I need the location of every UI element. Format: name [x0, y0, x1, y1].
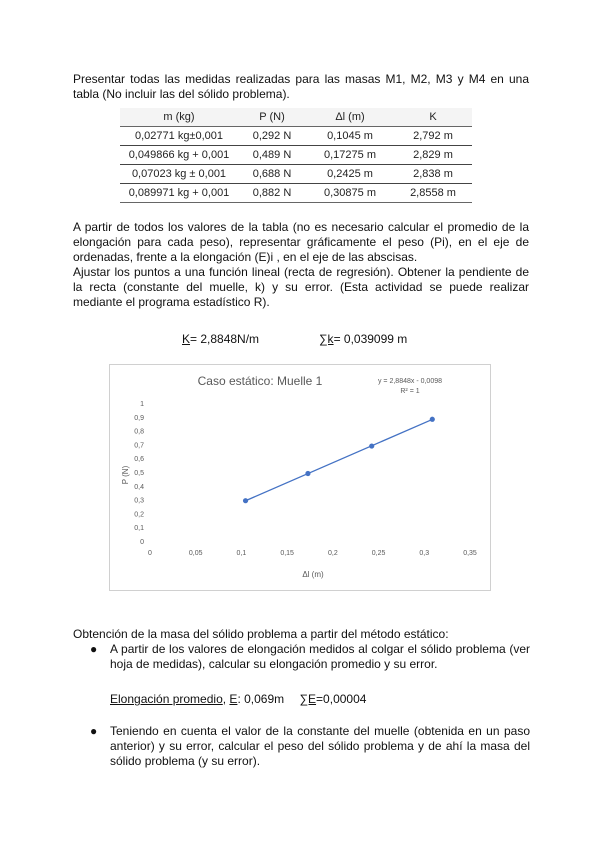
y-axis [134, 401, 144, 546]
cell-weight: 0,688 N [238, 165, 306, 184]
header-elongation: Δl (m) [306, 108, 394, 127]
chart-title: Caso estático: Muelle 1 [197, 374, 323, 388]
y-tick-label: 0,3 [134, 497, 144, 505]
cell-elongation: 0,2425 m [306, 165, 394, 184]
y-tick-label: 0,5 [134, 470, 144, 477]
header-mass: m (kg) [120, 108, 238, 127]
trendline [246, 419, 433, 500]
regression-instructions: Ajustar los puntos a una función lineal (recta de regresión). Obtener la pendiente de la recta (constante del muelle, k) y su error. (Esta actividad se puede realizar mediante el programa estadístico R). [73, 265, 529, 309]
data-point [369, 443, 374, 448]
cell-mass: 0,049866 kg + 0,001 [120, 146, 238, 165]
elongation-value: : 0,069m [237, 692, 285, 706]
x-tick-label: 0,2 [327, 550, 338, 557]
measurements-table [120, 108, 472, 203]
cell-mass: 0,02771 kg±0,001 [120, 127, 238, 146]
r-squared: R² = 1 [400, 388, 420, 395]
y-tick-label: 0,9 [134, 414, 144, 422]
table-row [120, 127, 472, 146]
elongation-label: Elongación promedio [110, 692, 223, 706]
elongation-error-value: =0,00004 [316, 692, 367, 706]
cell-mass: 0,07023 kg ± 0,001 [120, 165, 238, 184]
cell-weight: 0,292 N [238, 127, 306, 146]
x-axis-title: Δl (m) [302, 570, 324, 579]
elongation-symbol: E [229, 692, 238, 706]
intro-text: Presentar todas las medidas realizadas para las masas M1, M2, M3 y M4 en una tabla (No incluir las del sólido problema). [73, 72, 529, 101]
cell-elongation: 0,1045 m [306, 127, 394, 146]
y-tick-label: 1 [140, 401, 144, 408]
y-axis-title: P (N) [121, 465, 130, 485]
y-tick-label: 0,2 [134, 511, 144, 519]
chart-container [109, 364, 491, 591]
y-tick-label: 0 [140, 539, 144, 546]
data-point [243, 498, 248, 503]
x-tick-label: 0,25 [371, 550, 386, 557]
cell-weight: 0,489 N [238, 146, 306, 165]
k-error-label: ∑k [319, 332, 334, 346]
bullet2-text: Teniendo en cuenta el valor de la constante del muelle (obtenida en un paso anterior) y su error, calcular el peso del sólido problema y de ahí la masa del sólido problema (y su error). [110, 724, 530, 768]
trendline-equation: y = 2,8848x - 0,0098 [377, 378, 443, 385]
cell-elongation: 0,17275 m [306, 146, 394, 165]
x-tick-label: 0 [148, 550, 152, 557]
bullet-dot: ● [90, 724, 98, 738]
k-error-result [319, 332, 407, 346]
data-point [305, 471, 310, 476]
cell-mass: 0,089971 kg + 0,001 [120, 184, 238, 203]
elongation-result: Elongación promedio, E: 0,069m ∑E=0,00004 [110, 692, 367, 706]
k-label: K [182, 332, 191, 346]
k-result [182, 332, 259, 346]
cell-constant: 2,8558 m [394, 184, 472, 203]
bullet-dot: ● [90, 642, 98, 656]
elongation-error-label: ∑E [299, 692, 317, 706]
k-value: = 2,8848N/m [190, 332, 260, 346]
y-tick-label: 0,7 [134, 442, 144, 450]
x-tick-label: 0,15 [280, 550, 294, 557]
section2-heading: Obtención de la masa del sólido problema a partir del método estático: [73, 627, 449, 641]
table-row [120, 165, 472, 184]
y-tick-label: 0,6 [134, 456, 144, 464]
table-header-row [120, 108, 472, 127]
table-row [120, 184, 472, 203]
data-point [430, 417, 435, 422]
y-tick-label: 0,1 [134, 525, 144, 533]
plot-area [243, 417, 435, 504]
header-constant: K [394, 108, 472, 127]
x-tick-label: 0,1 [236, 550, 247, 557]
k-error-value: = 0,039099 m [333, 332, 408, 346]
x-tick-label: 0,35 [463, 550, 477, 557]
cell-constant: 2,829 m [394, 146, 472, 165]
x-tick-label: 0,05 [188, 550, 203, 557]
cell-constant: 2,838 m [394, 165, 472, 184]
y-tick-label: 0,4 [134, 483, 144, 491]
table-row [120, 146, 472, 165]
y-tick-label: 0,8 [134, 428, 144, 436]
bullet1-text: A partir de los valores de elongación medidos al colgar el sólido problema (ver hoja de medidas), calcular su elongación promedio y su error. [110, 642, 530, 671]
graph-instructions: A partir de todos los valores de la tabla (no es necesario calcular el promedio de la elongación para cada peso), representar gráficamente el peso (Pi), en el eje de ordenadas, frente a la elongación (E)i , en el eje de las abscisas. [73, 220, 529, 264]
x-axis [148, 550, 477, 557]
x-tick-label: 0,3 [419, 550, 430, 557]
chart-svg [110, 365, 490, 590]
header-weight: P (N) [238, 108, 306, 127]
cell-constant: 2,792 m [394, 127, 472, 146]
cell-weight: 0,882 N [238, 184, 306, 203]
cell-elongation: 0,30875 m [306, 184, 394, 203]
